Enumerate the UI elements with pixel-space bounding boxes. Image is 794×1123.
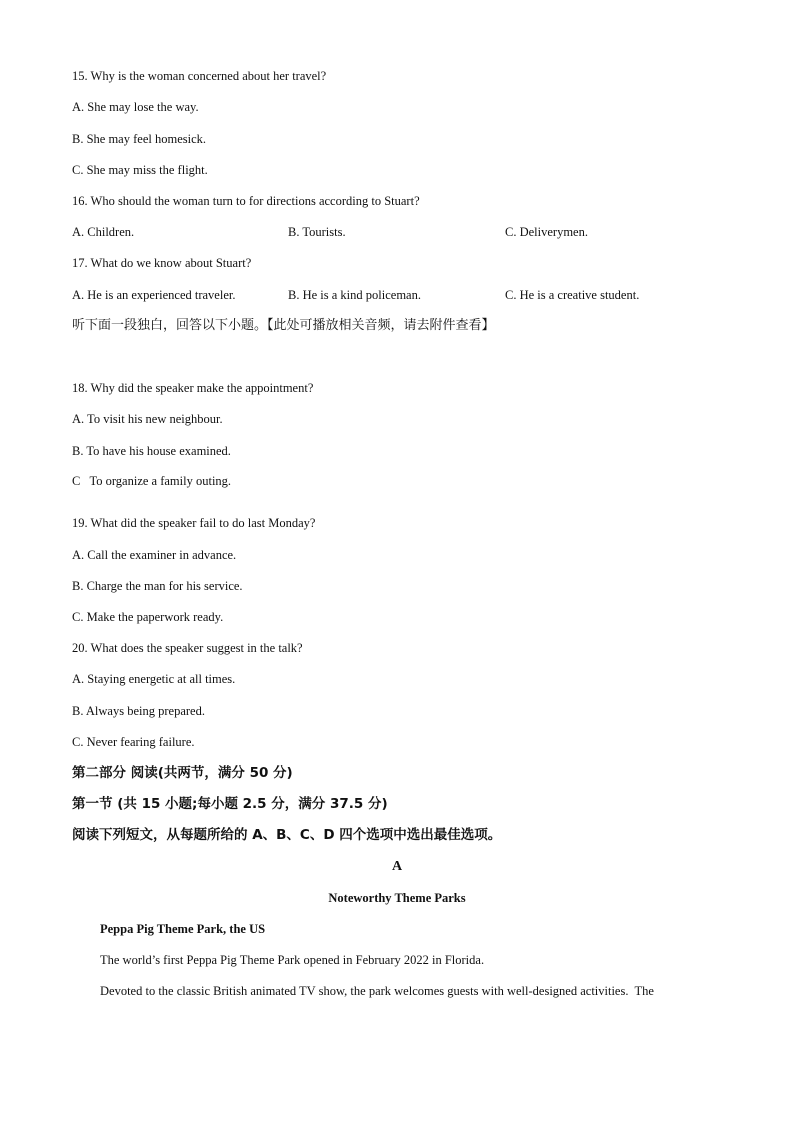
monologue-instruction: 听下面一段独白，回答以下小题。【此处可播放相关音频，请去附件查看】 <box>72 318 495 333</box>
option-19-b: B. Charge the man for his service. <box>72 579 243 593</box>
passage-paragraph-1: The world’s first Peppa Pig Theme Park opened in February 2022 in Florida. <box>100 953 485 967</box>
option-16-c: C. Deliverymen. <box>505 225 588 239</box>
option-15-b: B. She may feel homesick. <box>72 132 206 146</box>
question-15: 15. Why is the woman concerned about her travel? <box>72 69 327 83</box>
question-19: 19. What did the speaker fail to do last Monday? <box>72 516 316 530</box>
option-16-b: B. Tourists. <box>288 225 346 239</box>
option-17-c: C. He is a creative student. <box>505 288 640 302</box>
option-18-b: B. To have his house examined. <box>72 444 231 458</box>
part-2-heading: 第二部分 阅读(共两节，满分 50 分) <box>72 765 293 781</box>
section-1-heading: 第一节 (共 15 小题;每小题 2.5 分，满分 37.5 分) <box>72 796 388 812</box>
option-17-a: A. He is an experienced traveler. <box>72 288 236 302</box>
question-20: 20. What does the speaker suggest in the talk? <box>72 641 303 655</box>
question-17: 17. What do we know about Stuart? <box>72 256 252 270</box>
option-20-b: B. Always being prepared. <box>72 704 205 718</box>
option-18-c: C To organize a family outing. <box>72 474 232 488</box>
option-20-a: A. Staying energetic at all times. <box>72 672 236 686</box>
passage-paragraph-2: Devoted to the classic British animated TV show, the park welcomes guests with well-designed activities. The <box>100 984 654 998</box>
passage-letter: A <box>391 859 403 874</box>
question-18: 18. Why did the speaker make the appointment? <box>72 381 314 395</box>
option-15-c: C. She may miss the flight. <box>72 163 208 177</box>
passage-subheading: Peppa Pig Theme Park, the US <box>100 922 266 936</box>
option-19-c: C. Make the paperwork ready. <box>72 610 224 624</box>
option-20-c: C. Never fearing failure. <box>72 735 195 749</box>
question-16: 16. Who should the woman turn to for directions according to Stuart? <box>72 194 420 208</box>
option-15-a: A. She may lose the way. <box>72 100 199 114</box>
option-19-a: A. Call the examiner in advance. <box>72 548 237 562</box>
option-17-b: B. He is a kind policeman. <box>288 288 421 302</box>
option-18-a: A. To visit his new neighbour. <box>72 412 223 426</box>
reading-instruction: 阅读下列短文，从每题所给的 A、B、C、D 四个选项中选出最佳选项。 <box>72 827 502 843</box>
option-16-a: A. Children. <box>72 225 135 239</box>
passage-title: Noteworthy Theme Parks <box>328 891 466 905</box>
